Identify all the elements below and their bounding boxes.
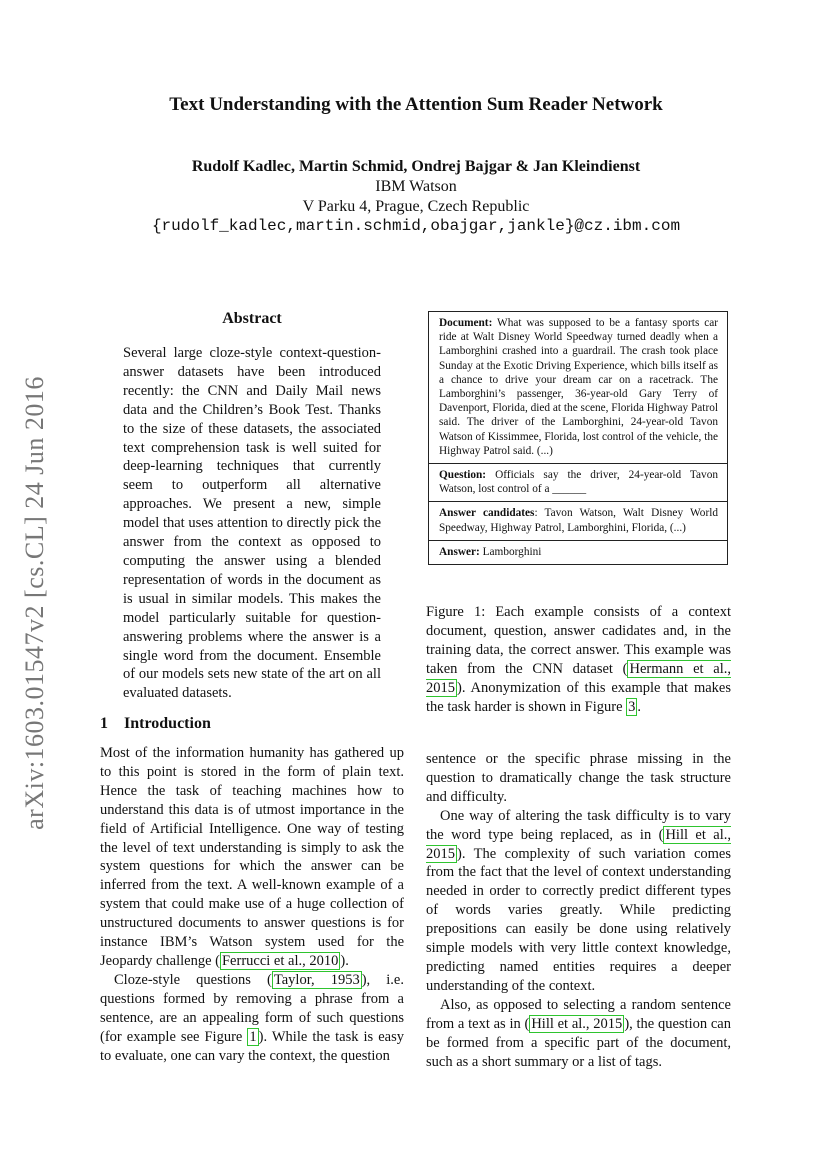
- paragraph-text: ).: [340, 952, 349, 969]
- paragraph-text: Most of the information humanity has gathered up to this point is stored in the form of plain text. Hence the task of teaching machines how to understand this data is of utmost importance in the field of Artificial Intelligence. One way of testing the level of text understanding is simply to ask the system questions for which the answer can be inferred from the text. A well-known example of a system that could make use of a huge collection of unstructured documents to answer questions is for instance IBM’s Watson system used for the Jeopardy challenge (: [100, 745, 404, 969]
- figure-answer-cell: [429, 540, 727, 564]
- paragraph: [426, 996, 731, 1072]
- paragraph-text: ), i.e. questions formed by removing a phrase from a sentence, are an appealing form of such questions (for example see Figure: [100, 971, 404, 1045]
- paragraph-text: One way of altering the task difficulty is to vary the word type being replaced, as in (: [426, 807, 731, 843]
- citation-link[interactable]: Hill et al., 2015: [531, 1015, 623, 1032]
- arxiv-id: arXiv:1603.01547v2 [cs.CL] 24 Jun 2016: [20, 376, 49, 830]
- answer-text: Lamborghini: [482, 545, 542, 558]
- paper-title: Text Understanding with the Attention Sum Reader Network: [169, 94, 663, 115]
- paragraph-text: Also, as opposed to selecting a random sentence from a text as in (: [426, 996, 731, 1032]
- paragraph: [100, 971, 404, 1066]
- caption-text: Figure 1: Each example consists of a context document, question, answer cadidates and, in the training data, the correct answer. This example was taken from the CNN dataset (: [426, 604, 731, 677]
- figure-document-cell: [429, 312, 727, 463]
- paragraph: [426, 807, 731, 996]
- question-label: Question:: [439, 469, 487, 482]
- figure-1-caption: [426, 603, 731, 716]
- left-column-body: [100, 744, 404, 1065]
- paragraph-text: ). The complexity of such variation comes from the fact that the level of context understanding needed in order to correctly predict different types of words varies greatly. While predicting prepositions can easily be done using relatively simple models with very little context knowledge, predicting named entities requires a deeper understanding of the context.: [426, 845, 731, 994]
- section-heading: [100, 715, 211, 733]
- document-label: Document:: [439, 317, 493, 329]
- caption-text: ). Anonymization of this example that makes the task harder is shown in Figure: [426, 679, 731, 715]
- answer-label: Answer:: [439, 545, 480, 558]
- citation-link[interactable]: Ferrucci et al., 2010: [221, 952, 339, 969]
- affiliation-org: IBM Watson: [375, 178, 457, 195]
- paragraph-text: ). While the task is easy to evaluate, one can vary the context, the question: [100, 1028, 404, 1064]
- citation-link[interactable]: Taylor, 1953: [273, 971, 360, 988]
- paragraph: sentence or the specific phrase missing in the question to dramatically change the task structure and difficulty.: [426, 751, 731, 805]
- figure-ref-link[interactable]: 3: [628, 698, 636, 715]
- figure-ref-link[interactable]: 1: [249, 1028, 257, 1045]
- arxiv-stamp: [10, 368, 60, 838]
- figure-question-cell: [429, 463, 727, 501]
- affiliation-address: V Parku 4, Prague, Czech Republic: [302, 198, 530, 215]
- candidates-text: : Tavon Watson, Walt Disney World Speedway, Highway Patrol, Lamborghini, Florida, (...): [439, 507, 718, 534]
- paragraph-text: Cloze-style questions (: [114, 971, 272, 988]
- citation-link[interactable]: Hermann et al., 2015: [426, 660, 731, 696]
- document-text: What was supposed to be a fantasy sports car ride at Walt Disney World Speedway turned deadly when a Lamborghini crashed into a guardrail. The crash took place Sunday at the Exotic Driving Experience, which bills itself as a chance to drive your dream car on a racetrack. The Lamborghini’s passenger, 36-year-old Gary Terry of Davenport, Florida, died at the scene, Florida Highway Patrol said. The driver of the Lamborghini, 24-year-old Tavon Watson of Kissimmee, Florida, lost control of the vehicle, the Highway Patrol said. (...): [439, 317, 719, 457]
- abstract-heading: Abstract: [222, 310, 282, 327]
- paragraph-text: ), the question can be formed from a specific part of the document, such as a short summary or a list of tags.: [426, 1015, 731, 1070]
- caption-text: .: [637, 698, 642, 715]
- author-list: Rudolf Kadlec, Martin Schmid, Ondrej Bajgar & Jan Kleindienst: [191, 158, 641, 175]
- section-title: Introduction: [124, 715, 211, 732]
- section-number: 1: [100, 715, 108, 732]
- candidates-label: Answer candidates: [439, 507, 535, 520]
- citation-link[interactable]: Hill et al., 2015: [426, 826, 731, 862]
- figure-1-box: [428, 311, 728, 565]
- right-column-body: [426, 750, 731, 1071]
- author-emails: {rudolf_kadlec,martin.schmid,obajgar,jankle}@cz.ibm.com: [151, 217, 681, 235]
- abstract-text: Several large cloze-style context-question-answer datasets have been introduced recently: the CNN and Daily Mail news data and the Children’s Book Test. Thanks to the size of these datasets, the associated text comprehension task is well suited for deep-learning techniques that currently seem to outperform all alternative approaches. We present a new, simple model that uses attention to directly pick the answer from the context as opposed to computing the answer using a blended representation of words in the document as is usual in similar models. This makes the model particularly suitable for question-answering problems where the answer is a single word from the document. Ensemble of our models sets new state of the art on all evaluated datasets.: [123, 345, 381, 702]
- paragraph: [100, 744, 404, 971]
- figure-candidates-cell: [429, 501, 727, 539]
- question-text: Officials say the driver, 24-year-old Tavon Watson, lost control of a ______: [439, 469, 718, 496]
